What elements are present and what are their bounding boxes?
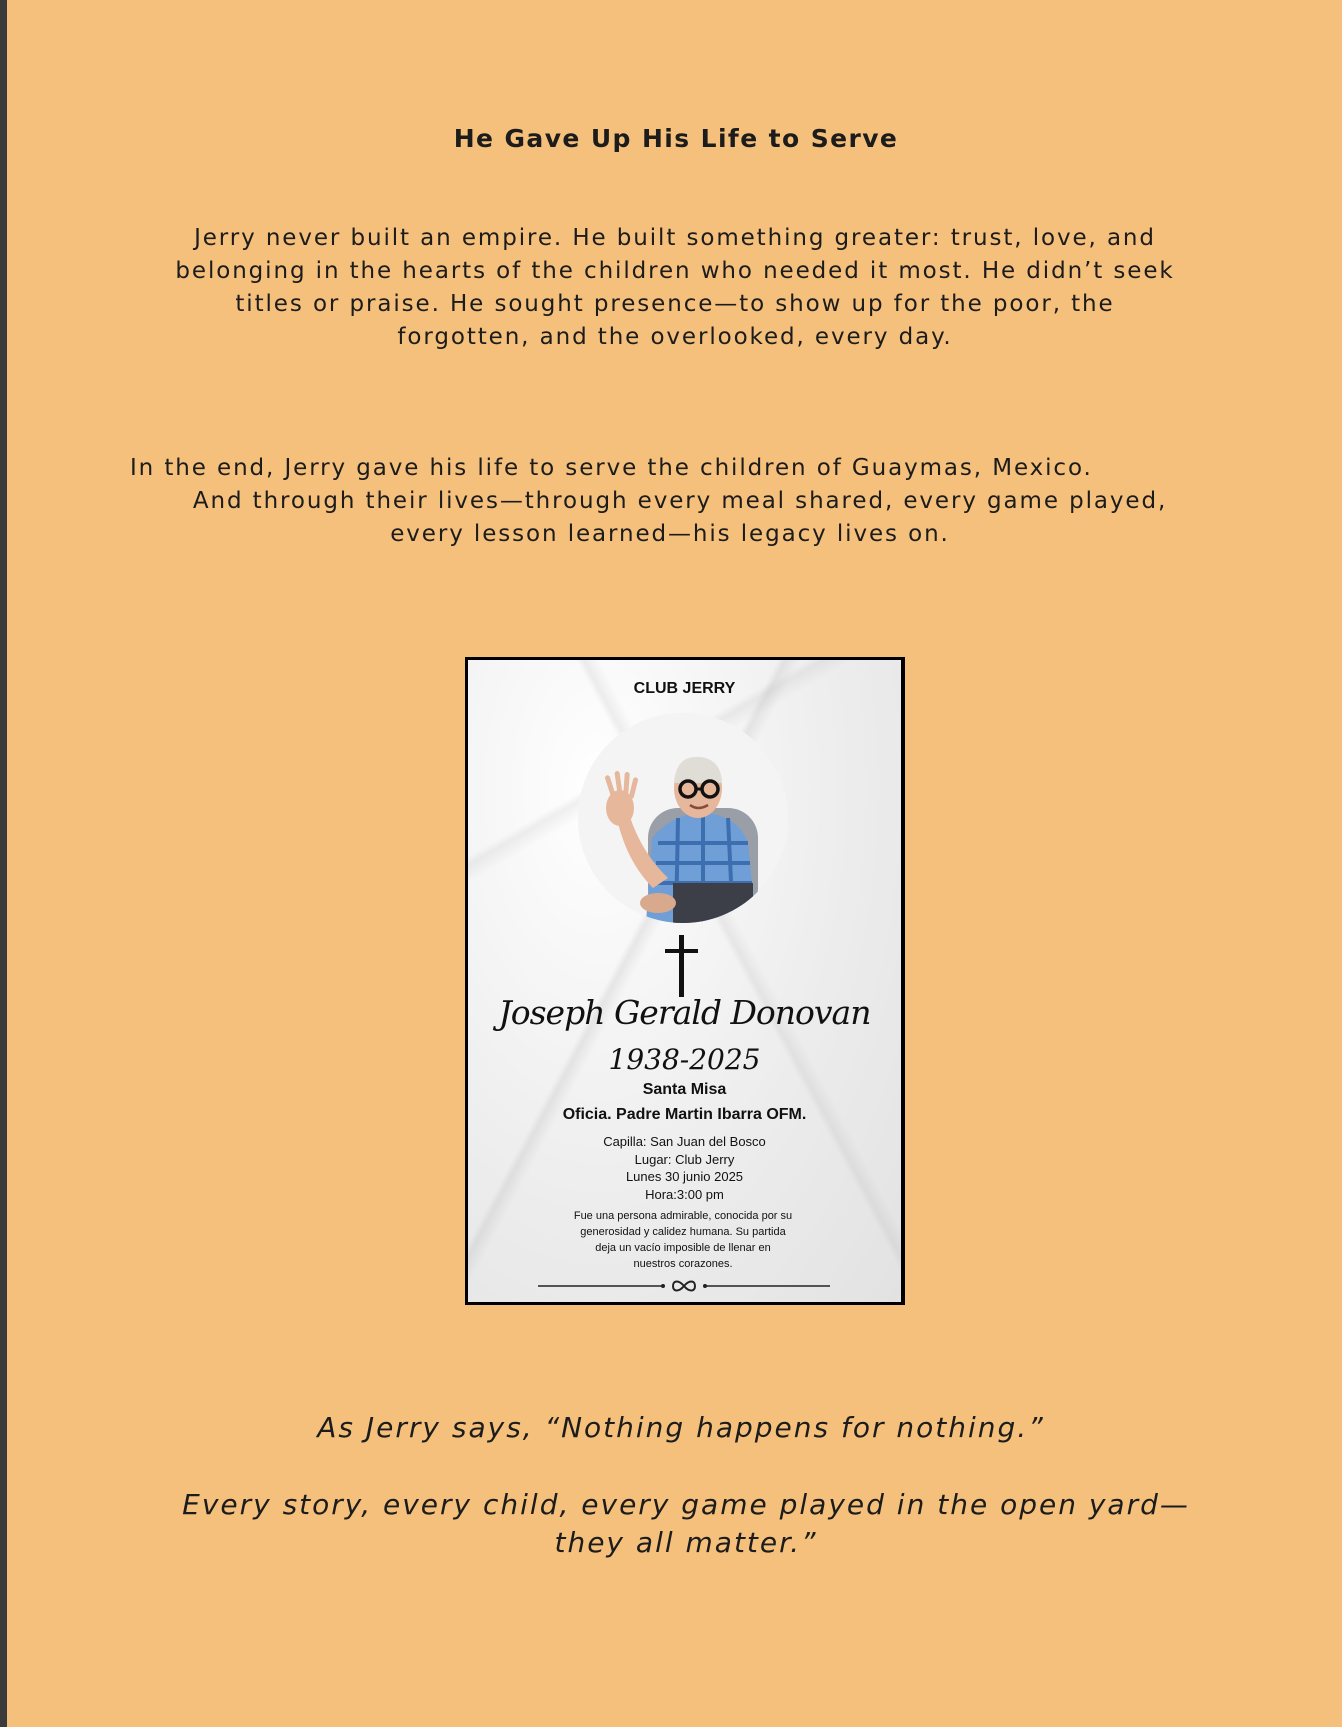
waving-man-photo xyxy=(578,713,788,923)
deceased-name: Joseph Gerald Donovan xyxy=(498,993,871,1032)
left-edge-strip xyxy=(0,0,7,1727)
detail-place: Lugar: Club Jerry xyxy=(634,1151,735,1167)
paragraph-line: belonging in the hearts of the children who needed it most. He didn’t seek xyxy=(175,258,1175,284)
paragraph-line: titles or praise. He sought presence—to show up for the poor, the xyxy=(235,291,1115,317)
detail-chapel: Capilla: San Juan del Bosco xyxy=(603,1134,766,1149)
life-years: 1938-2025 xyxy=(608,1043,761,1076)
quote-line: Every story, every child, every game played in the open yard— xyxy=(182,1488,1190,1521)
message-line: Fue una persona admirable, conocida por su xyxy=(573,1210,793,1222)
paragraph-line: forgotten, and the overlooked, every day. xyxy=(397,324,953,350)
message-line: nuestros corazones. xyxy=(633,1258,733,1270)
infinity-divider-icon xyxy=(538,1279,830,1293)
mass-label: Santa Misa xyxy=(642,1081,727,1098)
paragraph-line: every lesson learned—his legacy lives on. xyxy=(390,521,950,547)
detail-date: Lunes 30 junio 2025 xyxy=(625,1169,744,1184)
quote-line: they all matter.” xyxy=(554,1526,818,1559)
detail-time: Hora:3:00 pm xyxy=(645,1186,724,1202)
tribute-message xyxy=(548,1208,818,1272)
portrait-illustration xyxy=(578,713,788,923)
memorial-card xyxy=(465,657,905,1305)
paragraph-service xyxy=(150,222,1200,354)
page-title: He Gave Up His Life to Serve xyxy=(453,124,899,153)
card-club-name: CLUB JERRY xyxy=(633,680,736,697)
paragraph-line: And through their lives—through every meal shared, every game played, xyxy=(192,488,1168,514)
memorial-card-body xyxy=(468,660,901,1302)
officiant-line: Oficia. Padre Martin Ibarra OFM. xyxy=(562,1106,807,1123)
message-line: generosidad y calidez humana. Su partida xyxy=(580,1226,786,1238)
service-details xyxy=(468,1133,901,1203)
paragraph-line: Jerry never built an empire. He built something greater: trust, love, and xyxy=(194,225,1156,251)
jerry-quote: As Jerry says, “Nothing happens for nothing.” xyxy=(317,1411,1045,1444)
closing-quote xyxy=(0,1486,1342,1562)
paragraph-legacy xyxy=(130,452,1180,551)
paragraph-line: In the end, Jerry gave his life to serve the children of Guaymas, Mexico. xyxy=(130,455,1093,481)
message-line: deja un vacío imposible de llenar en xyxy=(595,1242,771,1254)
cross-icon xyxy=(658,935,708,997)
